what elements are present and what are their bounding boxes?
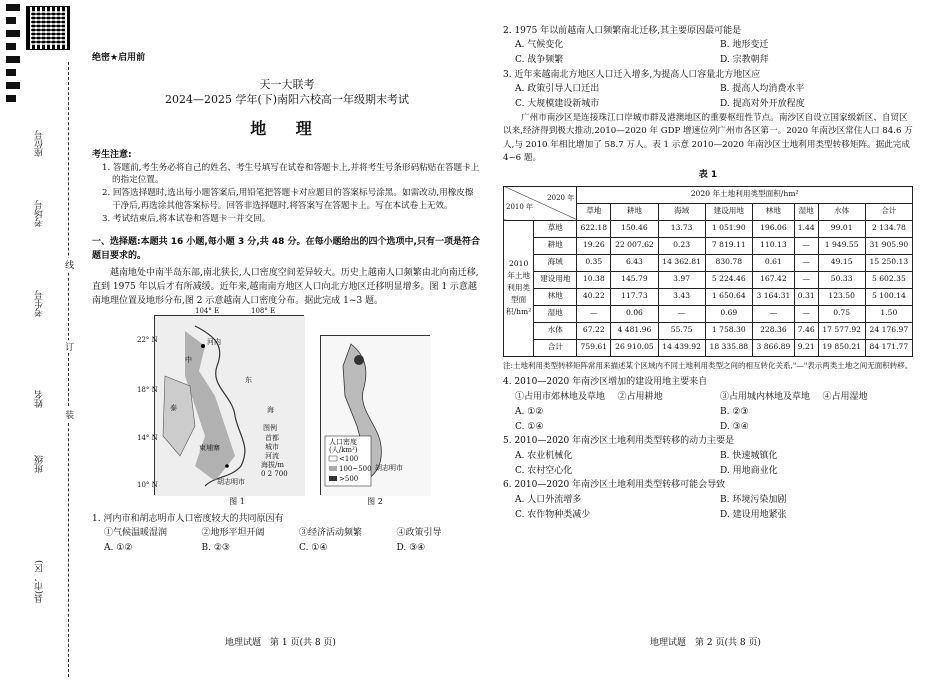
column-header: 建设用地 [705, 203, 752, 220]
legend-label: 首都 [265, 433, 279, 442]
map-label: 东 [245, 375, 252, 384]
figure-captions [154, 497, 482, 508]
q4-options [503, 405, 913, 435]
page-1-footer: 地理试题 第 1 页(共 8 页) [225, 638, 336, 648]
q6-option: B. 环境污染加剧 [720, 494, 787, 505]
table-cell: 49.15 [818, 254, 865, 271]
table-cell: 24 176.97 [865, 322, 912, 339]
cut-line [68, 62, 69, 677]
table-cell: 26 910.05 [611, 339, 658, 356]
table-cell: 5 100.14 [865, 288, 912, 305]
map-label: 泰 [170, 403, 177, 412]
figure-1-caption: 图 1 [229, 496, 245, 506]
q3-option: D. 提高对外开放程度 [720, 99, 805, 110]
figure-2-caption: 图 2 [367, 496, 383, 506]
table-cell: 830.78 [705, 254, 752, 271]
q2-options [503, 38, 913, 68]
section-heading: 一、选择题:本题共 16 小题,每小题 3 分,共 48 分。在每小题给出的四个选项中,只有一项是符合题目要求的。 [92, 237, 480, 261]
q6-option: A. 人口外流增多 [515, 494, 582, 505]
column-header: 林地 [752, 203, 794, 220]
table-row [504, 305, 913, 322]
table-cell: 3 866.89 [752, 339, 794, 356]
table-cell: 1.44 [794, 220, 818, 237]
q4-option: B. ②③ [720, 406, 749, 417]
name-label: 姓名 [35, 390, 45, 408]
note-item: 2. 回答选择题时,选出每小题答案后,用铅笔把答题卡对应题目的答案标号涂黑。如需改动,用橡皮擦干净后,再选涂其他答案标号。回答非选择题时,将答案写在答题卡上。写在本试卷上无效。 [102, 188, 474, 212]
table-cell: 1 650.64 [705, 288, 752, 305]
table-cell: 0.69 [705, 305, 752, 322]
binding-strip [0, 0, 80, 688]
table-cell: — [658, 305, 705, 322]
q5-option: C. 农村空心化 [515, 465, 573, 476]
table-cell: 99.01 [818, 220, 865, 237]
legend-label: 100~500 [339, 464, 372, 473]
table-cell: 4 481.96 [611, 322, 658, 339]
subject-title: 地 理 [250, 118, 324, 138]
table-cell: 13.73 [658, 220, 705, 237]
corner-top: 2020 年 [547, 193, 575, 202]
cut-mark-staple: 订 [63, 342, 74, 351]
notes-list [92, 162, 482, 226]
table-title: 表 1 [698, 170, 718, 181]
map-label: 108° E [251, 306, 276, 315]
table-note: 注:土地利用类型转移矩阵常用来描述某个区域内不同土地利用类型之间的相互转化关系,"—"表示两类土地之间无面积转移。 [503, 360, 913, 370]
map-label: 104° E [195, 306, 220, 315]
page-2 [503, 24, 913, 523]
map-label: 河内 [207, 337, 221, 346]
q4-item: ③占用城内林地及草地 [720, 391, 811, 402]
table-cell: 3.97 [658, 271, 705, 288]
q4-item: ④占用湿地 [822, 391, 868, 402]
table-cell: 3 164.31 [752, 288, 794, 305]
student-number-label: 考生号 [35, 290, 45, 317]
table-cell: 1 051.90 [705, 220, 752, 237]
q6-options [503, 493, 913, 523]
map-label: 10° N [137, 480, 158, 489]
column-header: 耕地 [611, 203, 658, 220]
legend-label: <100 [339, 454, 359, 463]
map-label: 柬埔寨 [199, 443, 220, 452]
q2-option: D. 宗教朝拜 [720, 55, 769, 66]
table-cell: 50.33 [818, 271, 865, 288]
q1-option: C. ①④ [299, 542, 328, 553]
q4-option: C. ①④ [515, 421, 544, 432]
table-row [504, 254, 913, 271]
table-cell: 14 362.81 [658, 254, 705, 271]
q1-items [92, 526, 482, 541]
table-cell: — [794, 305, 818, 322]
header-span: 2020 年土地利用类型面积/hm² [577, 186, 913, 203]
map-label: 18° N [137, 385, 158, 394]
table-cell: 19.26 [577, 237, 611, 254]
table-cell: 31 905.90 [865, 237, 912, 254]
row-header: 湿地 [534, 305, 577, 322]
table-cell: 10.38 [577, 271, 611, 288]
q1-option: B. ②③ [201, 542, 230, 553]
table-row [504, 271, 913, 288]
question-5: 5. 2010—2020 年南沙区土地利用类型转移的动力主要是 [503, 436, 735, 447]
q3-option: B. 提高人均消费水平 [720, 84, 805, 95]
alignment-marks [6, 4, 20, 108]
table-cell: 84 171.77 [865, 339, 912, 356]
q5-options [503, 449, 913, 479]
q1-options [92, 541, 482, 556]
q5-option: D. 用地商业化 [720, 465, 778, 476]
table-cell: 5 602.35 [865, 271, 912, 288]
q3-option: A. 政策引导人口迁出 [515, 84, 600, 95]
table-row [504, 220, 913, 237]
row-header: 建设用地 [534, 271, 577, 288]
passage-nansha: 广州市南沙区是连接珠江口岸城市群及港澳地区的重要枢纽性节点。南沙区自设立国家级新区、自贸区以来,经济得到极大推动,2010—2020 年 GDP 增速位列广州市各区第一。2020 年南沙区常住人口 84.6 万人,与 2010 年相比增加了 58.7 万人。表 1 示意 2010—2020 年南沙区土地利用类型转移矩阵。据此完成 4~6 题。 [503, 113, 913, 164]
qr-code [26, 6, 70, 50]
question-2: 2. 1975 年以前越南人口频繁南北迁移,其主要原因最可能是 [503, 26, 742, 36]
legend-label: 城市 [265, 442, 279, 451]
q3-options [503, 82, 913, 112]
legend-label: 河流 [265, 451, 279, 460]
table-cell: 196.06 [752, 220, 794, 237]
table-cell: 110.13 [752, 237, 794, 254]
table-cell: 123.50 [818, 288, 865, 305]
table-cell: — [794, 254, 818, 271]
table-cell: 18 335.88 [705, 339, 752, 356]
q5-option: B. 快速城镇化 [720, 450, 778, 461]
table-cell: 40.22 [577, 288, 611, 305]
corner-bottom: 2010 年 [506, 203, 534, 212]
map-label: 中 [185, 355, 192, 364]
exam-title: 2024—2025 学年(下)南阳六校高一年级期末考试 [164, 92, 410, 106]
capital-icon [201, 344, 205, 348]
map-label: 22° N [137, 335, 158, 344]
table-cell: 145.79 [611, 271, 658, 288]
q1-item: ④政策引导 [396, 528, 442, 539]
note-item: 1. 答题前,考生务必将自己的姓名、考生号填写在试卷和答题卡上,并将考生号条形码粘贴在答题卡上的指定位置。 [102, 162, 480, 186]
exam-room-label: 考场号 [35, 200, 45, 227]
table-row [504, 322, 913, 339]
q4-item: ①占用市郊林地及草地 [515, 391, 606, 402]
row-header: 合计 [534, 339, 577, 356]
column-header: 合计 [865, 203, 912, 220]
table-row [504, 339, 913, 356]
table-cell: 19 850.21 [818, 339, 865, 356]
table-cell: — [794, 271, 818, 288]
table-cell: 150.46 [611, 220, 658, 237]
question-3: 3. 近年来越南北方地区人口迁入增多,为提高人口容量北方地区应 [503, 70, 761, 81]
q4-option: A. ①② [515, 406, 544, 417]
table-cell: 0.61 [752, 254, 794, 271]
table-cell: 2 134.78 [865, 220, 912, 237]
table-cell: 55.75 [658, 322, 705, 339]
q1-option: D. ③④ [396, 542, 426, 553]
table-cell: 0.23 [658, 237, 705, 254]
table-cell: 1 949.55 [818, 237, 865, 254]
map-label: 胡志明市 [217, 477, 245, 486]
city-icon [225, 464, 229, 468]
class-label: 班级 [35, 455, 45, 473]
table-cell: 6.43 [611, 254, 658, 271]
table-cell: 1.50 [865, 305, 912, 322]
legend-label: >500 [339, 474, 359, 483]
legend-label: 人口密度 [329, 437, 357, 446]
table-body [504, 220, 913, 356]
table-cell: 0.35 [577, 254, 611, 271]
cut-mark-bind: 装 [63, 410, 74, 419]
question-1: 1. 河内市和胡志明市人口密度较大的共同原因有 [92, 513, 284, 524]
exam-org-title: 天一大联考 [259, 78, 315, 92]
seat-number-label: 座位号 [35, 130, 45, 157]
legend-label: 图例 [263, 423, 277, 432]
figure-2-map [320, 335, 430, 495]
table-cell: 5 224.46 [705, 271, 752, 288]
q1-item: ①气候温暖湿润 [104, 528, 168, 539]
table-cell: 67.22 [577, 322, 611, 339]
table-cell: 7 819.11 [705, 237, 752, 254]
secret-label: 绝密★启用前 [92, 53, 146, 63]
table-row [504, 237, 913, 254]
q1-item: ③经济活动频繁 [299, 528, 363, 539]
map-label: 胡志明市 [375, 463, 403, 472]
question-4: 4. 2010—2020 年南沙区增加的建设用地主要来自 [503, 377, 708, 388]
table-cell: 117.73 [611, 288, 658, 305]
cut-mark-line: 线 [63, 260, 74, 269]
table-cell: — [794, 237, 818, 254]
table-cell: 17 577.92 [818, 322, 865, 339]
notes-title: 考生注意: [92, 150, 132, 161]
q2-option: A. 气候变化 [515, 40, 564, 51]
table-cell: 0.75 [818, 305, 865, 322]
q1-option: A. ①② [104, 542, 133, 553]
row-header: 草地 [534, 220, 577, 237]
question-6: 6. 2010—2020 年南沙区土地利用类型转移可能会导致 [503, 480, 726, 491]
table-cell: 228.36 [752, 322, 794, 339]
column-header: 湿地 [794, 203, 818, 220]
legend-label: 海拔/m [261, 460, 284, 469]
table-cell: 14 439.92 [658, 339, 705, 356]
table-corner [504, 186, 577, 220]
table-cell: 9.21 [794, 339, 818, 356]
q6-option: D. 建设用地紧张 [720, 509, 787, 520]
table-cell: 3.43 [658, 288, 705, 305]
row-header: 林地 [534, 288, 577, 305]
q2-option: B. 地形变迁 [720, 40, 769, 51]
table-cell: — [577, 305, 611, 322]
passage-vietnam: 越南地处中南半岛东部,南北狭长,人口密度空间差异较大。历史上越南人口频繁由北向南迁移,直到 1975 年以后才有所减缓。近年来,越南南方地区人口向北方地区迁移明显增多。图 1 示意越南地理位置及地形分布,图 2 示意越南人口密度分布。据此完成 1~3 题。 [92, 268, 479, 306]
row-header: 海域 [534, 254, 577, 271]
q4-item: ②占用耕地 [617, 391, 663, 402]
figures [137, 306, 482, 495]
table-cell: 22 007.62 [611, 237, 658, 254]
table-cell: 0.06 [611, 305, 658, 322]
q1-item: ②地形平坦开阔 [201, 528, 265, 539]
table-cell: 167.42 [752, 271, 794, 288]
table-cell: 759.61 [577, 339, 611, 356]
figure-1-map [137, 306, 304, 495]
table-cell: 1 758.30 [705, 322, 752, 339]
county-label: 县(市、区) [35, 560, 45, 604]
column-header: 水体 [818, 203, 865, 220]
map-label: 海 [267, 405, 274, 414]
map-label: 14° N [137, 433, 158, 442]
table-row [504, 288, 913, 305]
table-cell: — [752, 305, 794, 322]
column-header: 海域 [658, 203, 705, 220]
row-group-label: 2010 年土地利用类型面积/hm² [504, 220, 534, 356]
table-cell: 15 250.13 [865, 254, 912, 271]
land-use-matrix-table [503, 186, 913, 357]
column-header: 草地 [577, 203, 611, 220]
row-header: 耕地 [534, 237, 577, 254]
q5-option: A. 农业机械化 [515, 450, 573, 461]
table-cell: 622.18 [577, 220, 611, 237]
q4-items [503, 390, 913, 405]
q3-option: C. 大规模建设新城市 [515, 99, 600, 110]
q4-option: D. ③④ [720, 421, 749, 432]
q6-option: C. 农作物种类减少 [515, 509, 591, 520]
page-1 [92, 52, 482, 556]
table-cell: 0.31 [794, 288, 818, 305]
legend-label: 0 2 700 [261, 469, 288, 478]
legend-label: (人/km²) [329, 445, 358, 454]
row-header: 水体 [534, 322, 577, 339]
note-item: 3. 考试结束后,将本试卷和答题卡一并交回。 [102, 214, 271, 225]
q2-option: C. 战争频繁 [515, 55, 564, 66]
page-2-footer: 地理试题 第 2 页(共 8 页) [650, 638, 761, 648]
table-cell: 7.46 [794, 322, 818, 339]
